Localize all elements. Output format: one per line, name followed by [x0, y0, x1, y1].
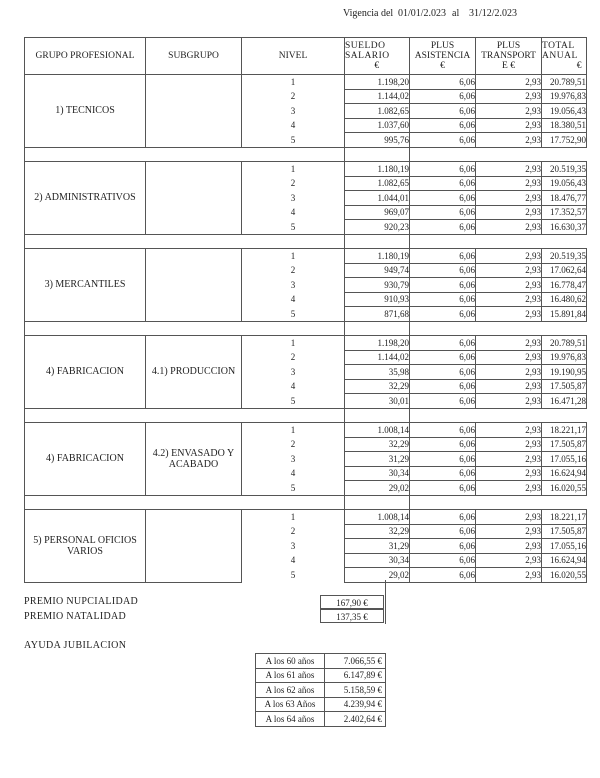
nivel-cell: 2	[242, 437, 345, 452]
group-separator	[25, 147, 587, 162]
nivel-cell: 3	[242, 191, 345, 206]
plus-asistencia-cell: 6,06	[410, 162, 476, 177]
subgroup-name	[146, 510, 242, 583]
plus-transporte-cell: 2,93	[476, 89, 542, 104]
plus-asistencia-cell: 6,06	[410, 466, 476, 481]
total-anual-cell: 17.352,57	[542, 205, 587, 220]
plus-transporte-cell: 2,93	[476, 191, 542, 206]
sueldo-cell: 1.044,01	[345, 191, 410, 206]
premio-natalidad-value: 137,35 €	[320, 609, 384, 623]
plus-transporte-cell: 2,93	[476, 118, 542, 133]
total-anual-cell: 18.380,51	[542, 118, 587, 133]
ayuda-row	[256, 712, 386, 727]
group-name: 4) FABRICACION	[25, 336, 146, 409]
group-separator	[25, 408, 587, 423]
ayuda-age-label: A los 61 años	[256, 668, 325, 683]
header-pt-l3: E €	[502, 61, 515, 71]
plus-asistencia-cell: 6,06	[410, 379, 476, 394]
ayuda-amount: 2.402,64 €	[325, 712, 386, 727]
plus-asistencia-cell: 6,06	[410, 524, 476, 539]
plus-transporte-cell: 2,93	[476, 437, 542, 452]
nivel-cell: 2	[242, 176, 345, 191]
salary-body	[25, 75, 587, 583]
total-anual-cell: 16.471,28	[542, 394, 587, 409]
header-pa-l3: €	[440, 61, 445, 71]
total-anual-cell: 17.505,87	[542, 379, 587, 394]
header-pa-l2: ASISTENCIA	[414, 51, 471, 61]
table-row	[25, 423, 587, 438]
sueldo-cell: 1.198,20	[345, 336, 410, 351]
ayuda-age-label: A los 60 años	[256, 654, 325, 669]
plus-transporte-cell: 2,93	[476, 379, 542, 394]
plus-asistencia-cell: 6,06	[410, 220, 476, 235]
header-total	[542, 38, 587, 75]
total-anual-cell: 16.020,55	[542, 481, 587, 496]
plus-asistencia-cell: 6,06	[410, 176, 476, 191]
plus-asistencia-cell: 6,06	[410, 292, 476, 307]
divider	[385, 580, 386, 624]
plus-asistencia-cell: 6,06	[410, 568, 476, 583]
nivel-cell: 5	[242, 568, 345, 583]
nivel-cell: 4	[242, 118, 345, 133]
nivel-cell: 1	[242, 249, 345, 264]
header-total-l3: €	[576, 61, 582, 71]
subgroup-name	[146, 162, 242, 235]
plus-asistencia-cell: 6,06	[410, 133, 476, 148]
sueldo-cell: 29,02	[345, 481, 410, 496]
sueldo-cell: 31,29	[345, 539, 410, 554]
total-anual-cell: 17.055,16	[542, 452, 587, 467]
sueldo-cell: 1.180,19	[345, 162, 410, 177]
total-anual-cell: 16.624,94	[542, 466, 587, 481]
plus-transporte-cell: 2,93	[476, 365, 542, 380]
header-total-l1: TOTAL	[542, 41, 575, 51]
plus-asistencia-cell: 6,06	[410, 553, 476, 568]
total-anual-cell: 20.519,35	[542, 162, 587, 177]
table-row	[25, 162, 587, 177]
plus-asistencia-cell: 6,06	[410, 205, 476, 220]
plus-transporte-cell: 2,93	[476, 220, 542, 235]
plus-transporte-cell: 2,93	[476, 568, 542, 583]
premio-nupcialidad-label: PREMIO NUPCIALIDAD	[24, 596, 139, 607]
group-separator	[25, 495, 587, 510]
total-anual-cell: 19.976,83	[542, 350, 587, 365]
plus-transporte-cell: 2,93	[476, 452, 542, 467]
nivel-cell: 4	[242, 466, 345, 481]
plus-asistencia-cell: 6,06	[410, 350, 476, 365]
ayuda-age-label: A los 62 años	[256, 683, 325, 698]
nivel-cell: 2	[242, 524, 345, 539]
nivel-cell: 3	[242, 104, 345, 119]
ayuda-row	[256, 683, 386, 698]
nivel-cell: 5	[242, 394, 345, 409]
plus-transporte-cell: 2,93	[476, 466, 542, 481]
total-anual-cell: 19.190,95	[542, 365, 587, 380]
sueldo-cell: 1.082,65	[345, 176, 410, 191]
plus-asistencia-cell: 6,06	[410, 278, 476, 293]
plus-asistencia-cell: 6,06	[410, 75, 476, 90]
total-anual-cell: 17.505,87	[542, 524, 587, 539]
ayuda-age-label: A los 64 años	[256, 712, 325, 727]
sueldo-cell: 30,34	[345, 466, 410, 481]
header-pt-l2: TRANSPORT	[481, 51, 536, 61]
salary-table	[24, 37, 587, 583]
nivel-cell: 1	[242, 423, 345, 438]
total-anual-cell: 20.789,51	[542, 336, 587, 351]
vigencia-label: Vigencia del	[343, 8, 394, 19]
vigencia-al: al	[452, 8, 460, 19]
total-anual-cell: 16.624,94	[542, 553, 587, 568]
plus-transporte-cell: 2,93	[476, 133, 542, 148]
plus-transporte-cell: 2,93	[476, 524, 542, 539]
plus-transporte-cell: 2,93	[476, 292, 542, 307]
sueldo-cell: 1.037,60	[345, 118, 410, 133]
nivel-cell: 4	[242, 553, 345, 568]
nivel-cell: 1	[242, 336, 345, 351]
nivel-cell: 5	[242, 220, 345, 235]
plus-asistencia-cell: 6,06	[410, 365, 476, 380]
plus-transporte-cell: 2,93	[476, 104, 542, 119]
plus-transporte-cell: 2,93	[476, 423, 542, 438]
header-subgrupo: SUBGRUPO	[146, 38, 242, 75]
sueldo-cell: 949,74	[345, 263, 410, 278]
sueldo-cell: 1.198,20	[345, 75, 410, 90]
nivel-cell: 2	[242, 89, 345, 104]
sueldo-cell: 1.008,14	[345, 510, 410, 525]
group-name: 2) ADMINISTRATIVOS	[25, 162, 146, 235]
plus-transporte-cell: 2,93	[476, 394, 542, 409]
nivel-cell: 4	[242, 292, 345, 307]
header-plus-asistencia	[410, 38, 476, 75]
plus-asistencia-cell: 6,06	[410, 336, 476, 351]
group-separator	[25, 321, 587, 336]
group-name: 1) TECNICOS	[25, 75, 146, 148]
total-anual-cell: 18.221,17	[542, 423, 587, 438]
sueldo-cell: 1.082,65	[345, 104, 410, 119]
sueldo-cell: 1.144,02	[345, 89, 410, 104]
plus-transporte-cell: 2,93	[476, 162, 542, 177]
plus-transporte-cell: 2,93	[476, 278, 542, 293]
plus-transporte-cell: 2,93	[476, 263, 542, 278]
plus-asistencia-cell: 6,06	[410, 104, 476, 119]
sueldo-cell: 29,02	[345, 568, 410, 583]
nivel-cell: 4	[242, 205, 345, 220]
table-row	[25, 510, 587, 525]
plus-transporte-cell: 2,93	[476, 510, 542, 525]
header-plus-transporte	[476, 38, 542, 75]
header-sueldo-l1: SUELDO	[345, 41, 386, 51]
ayuda-row	[256, 668, 386, 683]
total-anual-cell: 17.055,16	[542, 539, 587, 554]
nivel-cell: 3	[242, 452, 345, 467]
total-anual-cell: 17.752,90	[542, 133, 587, 148]
total-anual-cell: 16.630,37	[542, 220, 587, 235]
group-name: 5) PERSONAL OFICIOS VARIOS	[25, 510, 146, 583]
nivel-cell: 1	[242, 510, 345, 525]
plus-asistencia-cell: 6,06	[410, 249, 476, 264]
header-grupo: GRUPO PROFESIONAL	[25, 38, 146, 75]
group-separator	[25, 234, 587, 249]
plus-asistencia-cell: 6,06	[410, 118, 476, 133]
ayuda-amount: 7.066,55 €	[325, 654, 386, 669]
ayuda-age-label: A los 63 Años	[256, 697, 325, 712]
plus-transporte-cell: 2,93	[476, 336, 542, 351]
header-total-l2: ANUAL	[542, 51, 578, 61]
total-anual-cell: 16.020,55	[542, 568, 587, 583]
table-row	[25, 249, 587, 264]
sueldo-cell: 32,29	[345, 437, 410, 452]
plus-transporte-cell: 2,93	[476, 205, 542, 220]
nivel-cell: 3	[242, 539, 345, 554]
total-anual-cell: 19.056,43	[542, 104, 587, 119]
vigencia-to: 31/12/2.023	[469, 8, 518, 19]
plus-asistencia-cell: 6,06	[410, 423, 476, 438]
sueldo-cell: 871,68	[345, 307, 410, 322]
plus-transporte-cell: 2,93	[476, 249, 542, 264]
plus-transporte-cell: 2,93	[476, 539, 542, 554]
plus-transporte-cell: 2,93	[476, 481, 542, 496]
header-sueldo-l2: SALARIO	[345, 51, 390, 61]
group-name: 4) FABRICACION	[25, 423, 146, 496]
premio-nupcialidad-value: 167,90 €	[320, 595, 384, 609]
plus-transporte-cell: 2,93	[476, 75, 542, 90]
plus-transporte-cell: 2,93	[476, 350, 542, 365]
subgroup-name: 4.1) PRODUCCION	[146, 336, 242, 409]
ayuda-row	[256, 654, 386, 669]
plus-asistencia-cell: 6,06	[410, 394, 476, 409]
plus-asistencia-cell: 6,06	[410, 89, 476, 104]
total-anual-cell: 20.789,51	[542, 75, 587, 90]
total-anual-cell: 20.519,35	[542, 249, 587, 264]
nivel-cell: 5	[242, 307, 345, 322]
nivel-cell: 2	[242, 263, 345, 278]
ayuda-jubilacion-table	[255, 653, 386, 727]
nivel-cell: 4	[242, 379, 345, 394]
premio-natalidad-label: PREMIO NATALIDAD	[24, 611, 127, 622]
ayuda-jubilacion-title: AYUDA JUBILACION	[24, 640, 127, 651]
table-header-row	[25, 38, 587, 75]
ayuda-amount: 6.147,89 €	[325, 668, 386, 683]
sueldo-cell: 35,98	[345, 365, 410, 380]
sueldo-cell: 910,93	[345, 292, 410, 307]
nivel-cell: 5	[242, 481, 345, 496]
total-anual-cell: 15.891,84	[542, 307, 587, 322]
table-row	[25, 336, 587, 351]
header-sueldo	[345, 38, 410, 75]
total-anual-cell: 16.778,47	[542, 278, 587, 293]
plus-asistencia-cell: 6,06	[410, 437, 476, 452]
vigencia-from: 01/01/2.023	[398, 8, 447, 19]
group-name: 3) MERCANTILES	[25, 249, 146, 322]
ayuda-row	[256, 697, 386, 712]
ayuda-amount: 5.158,59 €	[325, 683, 386, 698]
header-pa-l1: PLUS	[430, 41, 455, 51]
sueldo-cell: 1.180,19	[345, 249, 410, 264]
ayuda-amount: 4.239,94 €	[325, 697, 386, 712]
nivel-cell: 5	[242, 133, 345, 148]
total-anual-cell: 17.062,64	[542, 263, 587, 278]
plus-asistencia-cell: 6,06	[410, 191, 476, 206]
sueldo-cell: 1.008,14	[345, 423, 410, 438]
plus-asistencia-cell: 6,06	[410, 510, 476, 525]
plus-asistencia-cell: 6,06	[410, 481, 476, 496]
total-anual-cell: 18.221,17	[542, 510, 587, 525]
subgroup-name	[146, 75, 242, 148]
plus-asistencia-cell: 6,06	[410, 263, 476, 278]
subgroup-name: 4.2) ENVASADO Y ACABADO	[146, 423, 242, 496]
total-anual-cell: 17.505,87	[542, 437, 587, 452]
sueldo-cell: 969,07	[345, 205, 410, 220]
plus-transporte-cell: 2,93	[476, 176, 542, 191]
plus-transporte-cell: 2,93	[476, 307, 542, 322]
sueldo-cell: 1.144,02	[345, 350, 410, 365]
nivel-cell: 1	[242, 162, 345, 177]
nivel-cell: 1	[242, 75, 345, 90]
sueldo-cell: 30,01	[345, 394, 410, 409]
subgroup-name	[146, 249, 242, 322]
total-anual-cell: 18.476,77	[542, 191, 587, 206]
sueldo-cell: 920,23	[345, 220, 410, 235]
nivel-cell: 3	[242, 278, 345, 293]
sueldo-cell: 930,79	[345, 278, 410, 293]
total-anual-cell: 16.480,62	[542, 292, 587, 307]
plus-transporte-cell: 2,93	[476, 553, 542, 568]
sueldo-cell: 31,29	[345, 452, 410, 467]
total-anual-cell: 19.056,43	[542, 176, 587, 191]
nivel-cell: 3	[242, 365, 345, 380]
header-pt-l1: PLUS	[496, 41, 521, 51]
sueldo-cell: 30,34	[345, 553, 410, 568]
header-sueldo-l3: €	[374, 61, 380, 71]
total-anual-cell: 19.976,83	[542, 89, 587, 104]
plus-asistencia-cell: 6,06	[410, 539, 476, 554]
header-nivel: NIVEL	[242, 38, 345, 75]
nivel-cell: 2	[242, 350, 345, 365]
sueldo-cell: 995,76	[345, 133, 410, 148]
plus-asistencia-cell: 6,06	[410, 307, 476, 322]
sueldo-cell: 32,29	[345, 379, 410, 394]
table-row	[25, 75, 587, 90]
plus-asistencia-cell: 6,06	[410, 452, 476, 467]
sueldo-cell: 32,29	[345, 524, 410, 539]
